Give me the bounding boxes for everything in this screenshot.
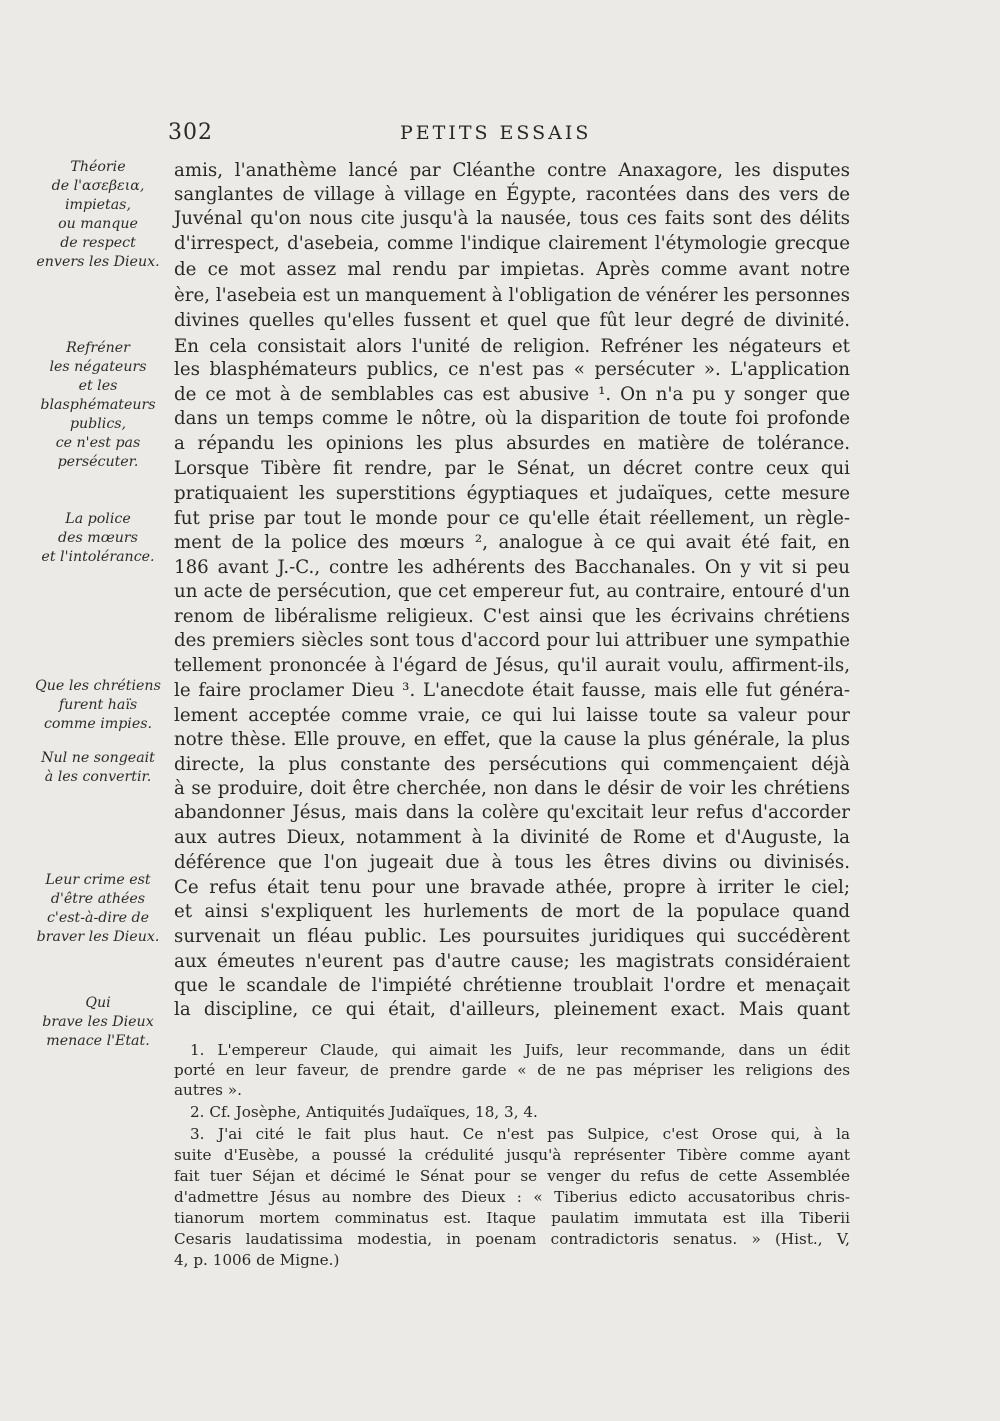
- body-line: et ainsi s'expliquent les hurlements de mort de la populace quand: [174, 901, 850, 922]
- body-line: fut prise par tout le monde pour ce qu'elle était réellement, un règle-: [174, 508, 850, 529]
- body-line: un acte de persécution, que cet empereur fut, au contraire, entouré d'un: [174, 581, 850, 602]
- page-number: 302: [168, 120, 213, 145]
- body-line: En cela consistait alors l'unité de religion. Refréner les négateurs et: [174, 336, 850, 357]
- margin-note: [28, 994, 168, 1051]
- margin-note-line: blasphémateurs: [40, 397, 156, 413]
- margin-note-line: de l'ασεβεια,: [51, 178, 145, 194]
- body-line: de ce mot assez mal rendu par impietas. Après comme avant notre: [174, 259, 850, 280]
- margin-note-line: c'est-à-dire de: [46, 910, 150, 926]
- margin-note-line: à les convertir.: [44, 769, 152, 785]
- footnote-line: 1. L'empereur Claude, qui aimait les Juifs, leur recommande, dans un édit: [190, 1041, 850, 1059]
- footnote-line: autres ».: [174, 1081, 242, 1099]
- footnote-line: 2. Cf. Josèphe, Antiquités Judaïques, 18, 3, 4.: [190, 1103, 538, 1121]
- footnote-line: suite d'Eusèbe, a poussé la crédulité jusqu'à représenter Tibère comme ayant: [174, 1146, 850, 1164]
- body-line: aux émeutes n'eurent pas d'autre cause; les magistrats considéraient: [174, 951, 850, 972]
- body-line: lement acceptée comme vraie, ce qui lui laisse toute sa valeur pour: [174, 705, 850, 726]
- margin-note-line: comme impies.: [43, 716, 153, 732]
- body-line: que le scandale de l'impiété chrétienne troublait l'ordre et menaçait: [174, 975, 850, 996]
- body-line: abandonner Jésus, mais dans la colère qu'excitait leur refus d'accorder: [174, 802, 850, 823]
- page-header: [168, 120, 853, 150]
- margin-note-line: publics,: [69, 416, 127, 432]
- body-line: notre thèse. Elle prouve, en effet, que la cause la plus générale, la plus: [174, 729, 850, 750]
- body-line: renom de libéralisme religieux. C'est ainsi que les écrivains chrétiens: [174, 606, 850, 627]
- margin-note-line: ce n'est pas: [55, 435, 141, 451]
- margin-note-line: envers les Dieux.: [36, 254, 160, 270]
- body-line: 186 avant J.-C., contre les adhérents des Bacchanales. On y vit si peu: [174, 557, 850, 578]
- footnote-line: Cesaris laudatissima modestia, in poenam contradictoris senatus. » (Hist., V,: [174, 1230, 850, 1248]
- margin-note-line: Qui: [85, 995, 111, 1011]
- running-title: PETITS ESSAIS: [400, 122, 592, 144]
- body-line: pratiquaient les superstitions égyptiaques et judaïques, cette mesure: [174, 483, 850, 504]
- margin-note-line: brave les Dieux: [42, 1014, 154, 1030]
- margin-note-line: Théorie: [70, 159, 126, 175]
- margin-note-line: les négateurs: [49, 359, 147, 375]
- margin-note-line: Nul ne songeait: [41, 750, 155, 766]
- body-line: Lorsque Tibère fit rendre, par le Sénat, un décret contre ceux qui: [174, 458, 850, 479]
- margin-note-line: La police: [65, 511, 131, 527]
- body-line: tellement prononcée à l'égard de Jésus, qu'il aurait voulu, affirment-ils,: [174, 655, 850, 676]
- margin-note-line: Leur crime est: [45, 872, 151, 888]
- margin-note: [28, 339, 168, 472]
- body-line: sanglantes de village à village en Égypte, racontées dans des vers de: [174, 184, 850, 205]
- margin-note: [28, 158, 168, 272]
- margin-note-line: persécuter.: [57, 454, 139, 470]
- footnote-line: tianorum mortem comminatus est. Itaque paulatim immutata est illa Tiberii: [174, 1209, 850, 1227]
- footnote-line: 3. J'ai cité le fait plus haut. Ce n'est pas Sulpice, c'est Orose qui, à la: [190, 1125, 850, 1143]
- body-line: divines quelles qu'elles fussent et quel que fût leur degré de divinité.: [174, 310, 850, 331]
- body-line: le faire proclamer Dieu ³. L'anecdote était fausse, mais elle fut généra-: [174, 680, 850, 701]
- body-line: les blasphémateurs publics, ce n'est pas « persécuter ». L'application: [174, 359, 850, 380]
- body-line: Ce refus était tenu pour une bravade athée, propre à irriter le ciel;: [174, 877, 850, 898]
- margin-note-line: des mœurs: [58, 530, 138, 546]
- margin-note-line: de respect: [60, 235, 136, 251]
- body-line: ment de la police des mœurs ², analogue à ce qui avait été fait, en: [174, 532, 850, 553]
- margin-note-line: Que les chrétiens: [35, 678, 161, 694]
- footnote-line: 4, p. 1006 de Migne.): [174, 1251, 340, 1269]
- margin-note-line: furent haïs: [58, 697, 138, 713]
- body-line: Juvénal qu'on nous cite jusqu'à la nausée, tous ces faits sont des délits: [174, 208, 850, 229]
- body-line: directe, la plus constante des persécutions qui commençaient déjà: [174, 754, 850, 775]
- margin-note-line: impietas,: [65, 197, 131, 213]
- body-line: déférence que l'on jugeait due à tous les êtres divins ou divinisés.: [174, 852, 850, 873]
- footnote-line: porté en leur faveur, de prendre garde « de ne pas mépriser les religions des: [174, 1061, 850, 1079]
- margin-note-line: et l'intolérance.: [41, 549, 155, 565]
- margin-note-line: ou manque: [58, 216, 138, 232]
- margin-note: [28, 749, 168, 787]
- body-line: la discipline, ce qui était, d'ailleurs, pleinement exact. Mais quant: [174, 999, 850, 1020]
- body-line: ère, l'asebeia est un manquement à l'obligation de vénérer les personnes: [174, 285, 850, 306]
- body-line: à se produire, doit être cherchée, non dans le désir de voir les chrétiens: [174, 778, 850, 799]
- body-line: amis, l'anathème lancé par Cléanthe contre Anaxagore, les disputes: [174, 160, 850, 181]
- footnote-line: fait tuer Séjan et décimé le Sénat pour se venger du refus de cette Assemblée: [174, 1167, 850, 1185]
- body-line: de ce mot à de semblables cas est abusive ¹. On n'a pu y songer que: [174, 384, 850, 405]
- body-line: survenait un fléau public. Les poursuites juridiques qui succédèrent: [174, 926, 850, 947]
- margin-note-line: et les: [78, 378, 118, 394]
- footnote-line: d'admettre Jésus au nombre des Dieux : « Tiberius edicto accusatoribus chris-: [174, 1188, 850, 1206]
- body-line: d'irrespect, d'asebeia, comme l'indique clairement l'étymologie grecque: [174, 233, 850, 254]
- margin-note-line: d'être athées: [50, 891, 146, 907]
- body-line: a répandu les opinions les plus absurdes en matière de tolérance.: [174, 433, 850, 454]
- body-line: dans un temps comme le nôtre, où la disparition de toute foi profonde: [174, 408, 850, 429]
- margin-note: [28, 871, 168, 947]
- margin-note: [28, 677, 168, 734]
- body-line: des premiers siècles sont tous d'accord pour lui attribuer une sympathie: [174, 630, 850, 651]
- margin-note-line: menace l'Etat.: [46, 1033, 150, 1049]
- body-line: aux autres Dieux, notamment à la divinité de Rome et d'Auguste, la: [174, 827, 850, 848]
- margin-note-line: braver les Dieux.: [36, 929, 160, 945]
- margin-note: [28, 510, 168, 567]
- margin-note-line: Refréner: [66, 340, 130, 356]
